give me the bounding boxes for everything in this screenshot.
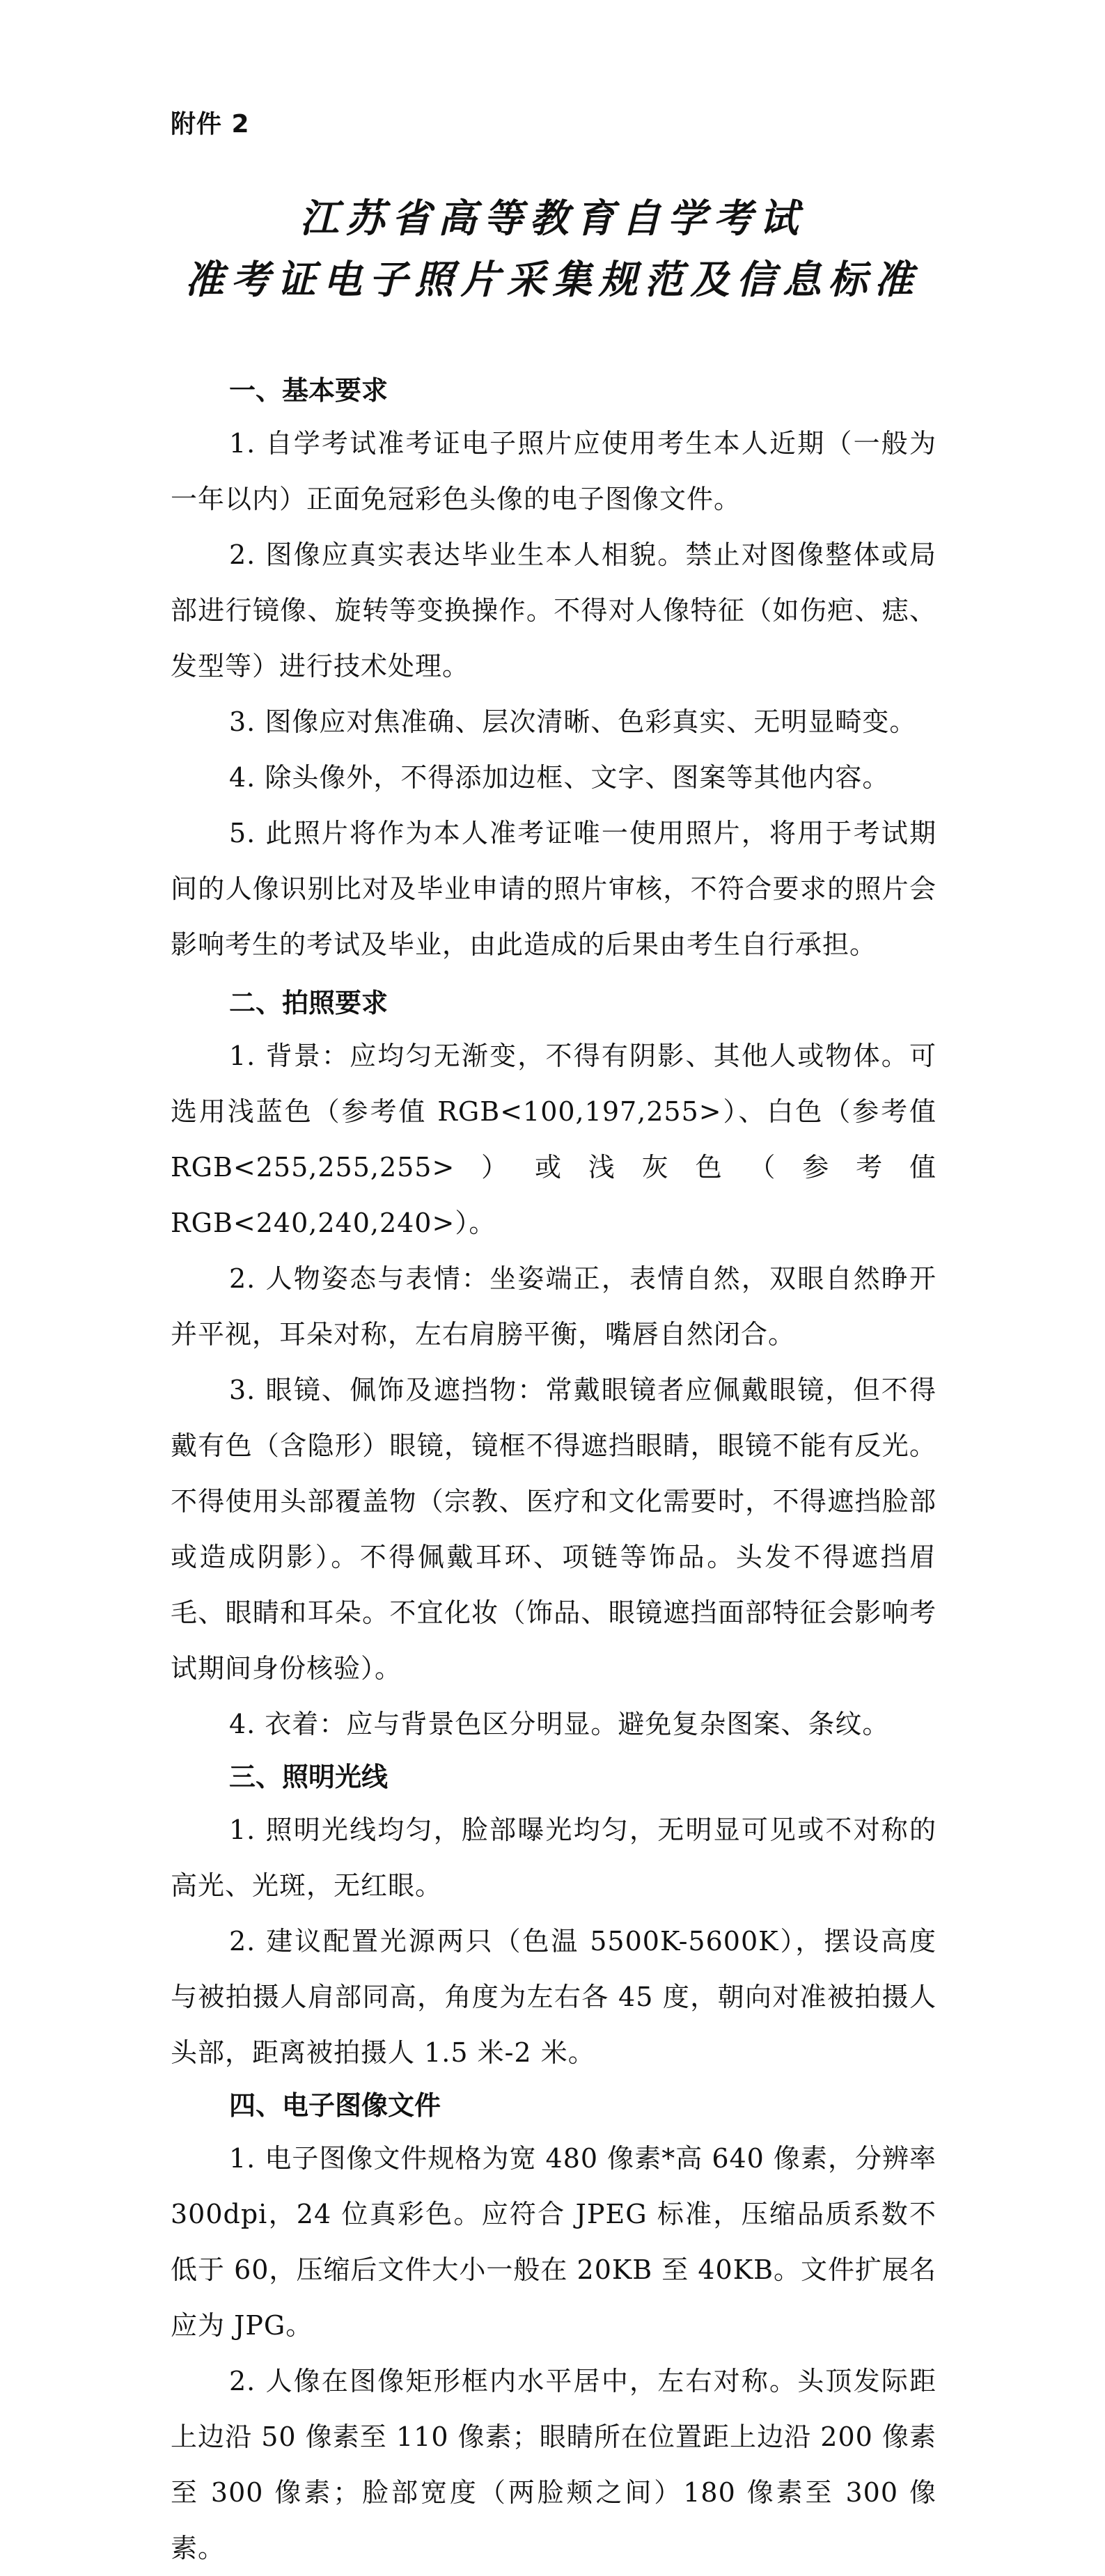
paragraph: 2. 图像应真实表达毕业生本人相貌。禁止对图像整体或局部进行镜像、旋转等变换操作。不得对人像特征（如伤疤、痣、发型等）进行技术处理。	[171, 539, 936, 681]
paragraph: 3. 眼镜、佩饰及遮挡物：常戴眼镜者应佩戴眼镜，但不得戴有色（含隐形）眼镜，镜框不得遮挡眼睛，眼镜不能有反光。不得使用头部覆盖物（宗教、医疗和文化需要时，不得遮挡脸部或造成阴影）。不得佩戴耳环、项链等饰品。头发不得遮挡眉毛、眼睛和耳朵。不宜化妆（饰品、眼镜遮挡面部特征会影响考试期间身份核验）。	[171, 1375, 936, 1684]
paragraph: 4. 除头像外，不得添加边框、文字、图案等其他内容。	[229, 762, 890, 793]
paragraph: 2. 人物姿态与表情：坐姿端正，表情自然，双眼自然睁开并平视，耳朵对称，左右肩膀平衡，嘴唇自然闭合。	[171, 1263, 936, 1350]
section-heading-lighting: 三、照明光线	[229, 1762, 389, 1792]
section-heading-electronic-image-file: 四、电子图像文件	[229, 2090, 441, 2121]
paragraph: 1. 自学考试准考证电子照片应使用考生本人近期（一般为一年以内）正面免冠彩色头像的电子图像文件。	[171, 428, 936, 514]
paragraph: 1. 背景：应均匀无渐变，不得有阴影、其他人或物体。可选用浅蓝色（参考值 RGB<100,197,255>）、白色（参考值 RGB<255,255,255>）或浅灰色（参考值 RGB<240,240,240>）。	[171, 1041, 936, 1238]
paragraph: 2. 人像在图像矩形框内水平居中，左右对称。头顶发际距上边沿 50 像素至 110 像素；眼睛所在位置距上边沿 200 像素至 300 像素；脸部宽度（两脸颊之间）180 像素至 300 像素。	[171, 2366, 936, 2563]
paragraph: 4. 衣着：应与背景色区分明显。避免复杂图案、条纹。	[229, 1709, 890, 1739]
paragraph: 2. 建议配置光源两只（色温 5500K-5600K），摆设高度与被拍摄人肩部同高，角度为左右各 45 度，朝向对准被拍摄人头部，距离被拍摄人 1.5 米-2 米。	[171, 1926, 936, 2068]
document-title-line-1: 江苏省高等教育自学考试	[299, 196, 806, 242]
paragraph: 3. 图像应对焦准确、层次清晰、色彩真实、无明显畸变。	[229, 706, 917, 737]
attachment-label: 附件 2	[171, 110, 250, 139]
paragraph: 1. 照明光线均匀，脸部曝光均匀，无明显可见或不对称的高光、光斑，无红眼。	[171, 1815, 936, 1901]
document-body	[171, 365, 936, 2576]
section-heading-photo-requirements: 二、拍照要求	[229, 988, 389, 1018]
paragraph: 1. 电子图像文件规格为宽 480 像素*高 640 像素，分辨率 300dpi，24 位真彩色。应符合 JPEG 标准，压缩品质系数不低于 60，压缩后文件大小一般在 20KB 至 40KB。文件扩展名应为 JPG。	[171, 2143, 937, 2341]
paragraph: 5. 此照片将作为本人准考证唯一使用照片，将用于考试期间的人像识别比对及毕业申请的照片审核，不符合要求的照片会影响考生的考试及毕业，由此造成的后果由考生自行承担。	[171, 818, 936, 960]
section-heading-basic-requirements: 一、基本要求	[229, 375, 389, 406]
document-title-line-2: 准考证电子照片采集规范及信息标准	[185, 257, 920, 303]
